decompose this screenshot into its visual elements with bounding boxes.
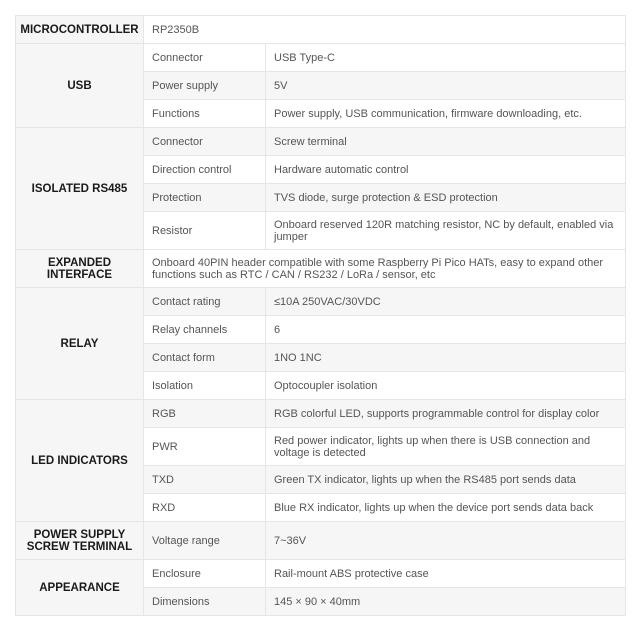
- spec-value: USB Type-C: [266, 44, 626, 72]
- spec-label: RXD: [144, 494, 266, 522]
- category-power-supply-screw-terminal: POWER SUPPLY SCREW TERMINAL: [16, 522, 144, 560]
- spec-row-power-voltage-range: [16, 522, 626, 560]
- category-isolated-rs485: ISOLATED RS485: [16, 128, 144, 250]
- spec-label: Connector: [144, 44, 266, 72]
- spec-value: 7~36V: [266, 522, 626, 560]
- category-appearance: APPEARANCE: [16, 560, 144, 616]
- spec-label: PWR: [144, 428, 266, 466]
- spec-value: Optocoupler isolation: [266, 372, 626, 400]
- spec-label: Direction control: [144, 156, 266, 184]
- spec-label: TXD: [144, 466, 266, 494]
- spec-value: Power supply, USB communication, firmware downloading, etc.: [266, 100, 626, 128]
- spec-row-relay-contact-rating: [16, 288, 626, 316]
- spec-label: RGB: [144, 400, 266, 428]
- spec-row-led-rgb: [16, 400, 626, 428]
- spec-label: Functions: [144, 100, 266, 128]
- category-relay: RELAY: [16, 288, 144, 400]
- spec-label: Contact form: [144, 344, 266, 372]
- spec-value: 145 × 90 × 40mm: [266, 588, 626, 616]
- spec-label: Dimensions: [144, 588, 266, 616]
- spec-row-rs485-connector: [16, 128, 626, 156]
- category-expanded-interface: EXPANDED INTERFACE: [16, 250, 144, 288]
- spec-label: Enclosure: [144, 560, 266, 588]
- category-usb: USB: [16, 44, 144, 128]
- spec-row-microcontroller: [16, 16, 626, 44]
- spec-value: 5V: [266, 72, 626, 100]
- spec-row-usb-connector: [16, 44, 626, 72]
- spec-label: Relay channels: [144, 316, 266, 344]
- spec-value: Red power indicator, lights up when there is USB connection and voltage is detected: [266, 428, 626, 466]
- spec-value: Blue RX indicator, lights up when the device port sends data back: [266, 494, 626, 522]
- spec-label: Protection: [144, 184, 266, 212]
- spec-value: 6: [266, 316, 626, 344]
- spec-label: Voltage range: [144, 522, 266, 560]
- spec-value: 1NO 1NC: [266, 344, 626, 372]
- spec-label: Contact rating: [144, 288, 266, 316]
- spec-row-appearance-enclosure: [16, 560, 626, 588]
- category-microcontroller: MICROCONTROLLER: [16, 16, 144, 44]
- spec-value: Onboard reserved 120R matching resistor, NC by default, enabled via jumper: [266, 212, 626, 250]
- spec-label: Connector: [144, 128, 266, 156]
- spec-row-expanded-interface: [16, 250, 626, 288]
- spec-value: Green TX indicator, lights up when the RS485 port sends data: [266, 466, 626, 494]
- spec-table-container: [15, 15, 625, 616]
- spec-value: Rail-mount ABS protective case: [266, 560, 626, 588]
- spec-value: TVS diode, surge protection & ESD protection: [266, 184, 626, 212]
- category-led-indicators: LED INDICATORS: [16, 400, 144, 522]
- spec-value: Screw terminal: [266, 128, 626, 156]
- spec-value: RP2350B: [144, 16, 626, 44]
- spec-label: Resistor: [144, 212, 266, 250]
- spec-value: Onboard 40PIN header compatible with some Raspberry Pi Pico HATs, easy to expand other functions such as RTC / CAN / RS232 / LoRa / sensor, etc: [144, 250, 626, 288]
- spec-label: Power supply: [144, 72, 266, 100]
- spec-value: RGB colorful LED, supports programmable control for display color: [266, 400, 626, 428]
- spec-label: Isolation: [144, 372, 266, 400]
- spec-value: ≤10A 250VAC/30VDC: [266, 288, 626, 316]
- spec-table: [15, 15, 626, 616]
- spec-value: Hardware automatic control: [266, 156, 626, 184]
